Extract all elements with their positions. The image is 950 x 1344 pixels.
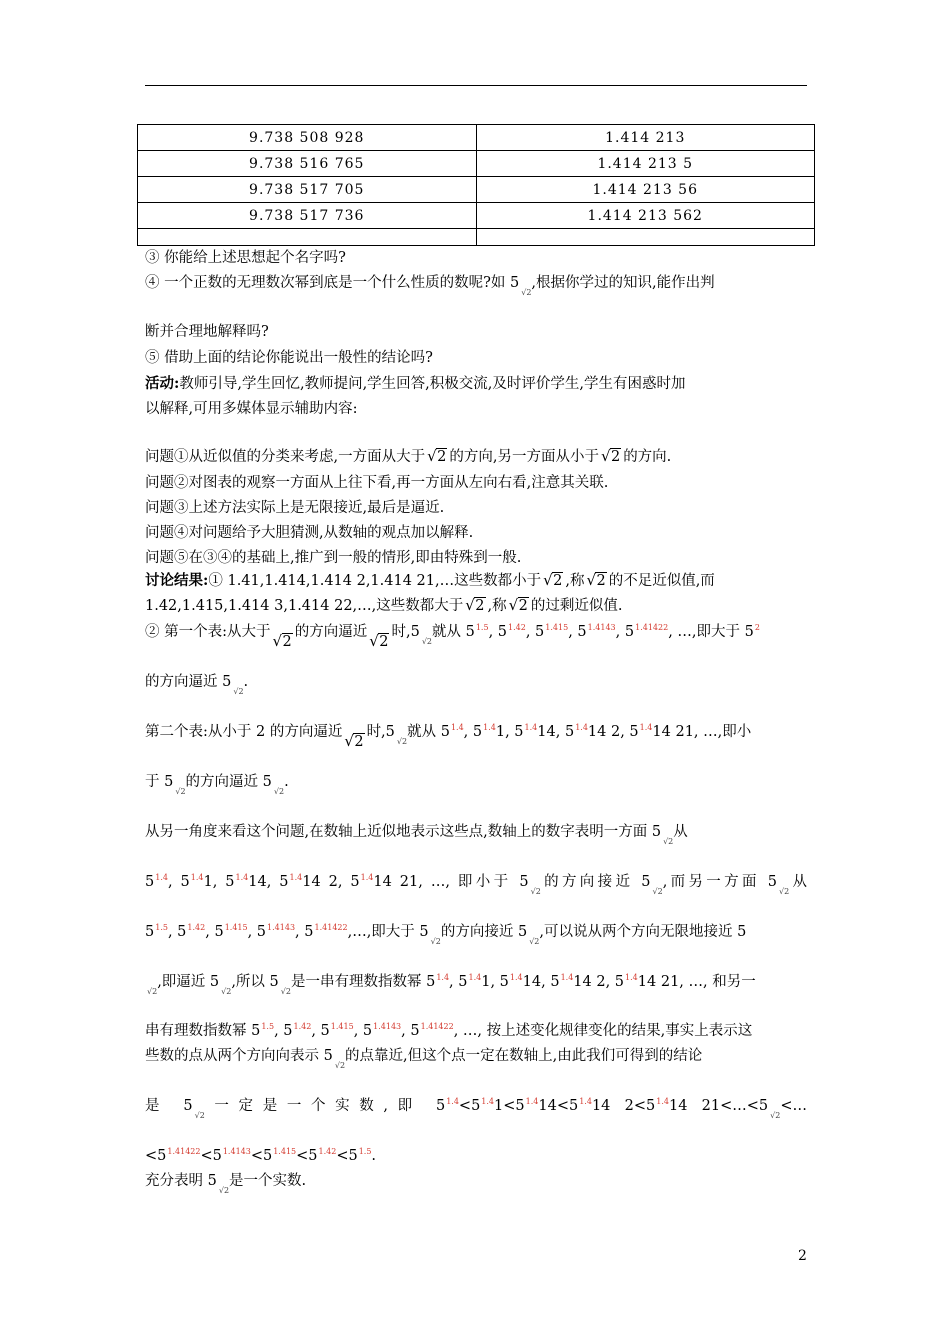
table-cell: 1.414 213 [476, 125, 815, 151]
activity-label: 活动: [145, 375, 180, 392]
table-cell: 1.414 213 56 [476, 177, 815, 203]
table-row [138, 229, 815, 246]
activity: 活动:教师引导,学生回忆,教师提问,学生回答,积极交流,及时评价学生,学生有困惑时加 [145, 375, 686, 392]
result-1: 讨论结果:① 1.41,1.414,1.414 2,1.414 21,…这些数都小于√ 2 ,称√ 2 的不足近似值,而 [145, 571, 715, 591]
sqrt-symbol: √ 2 [427, 447, 447, 467]
problem-2: 问题②对图表的观察一方面从上往下看,再一方面从左向右看,注意其关联. [145, 475, 609, 491]
sqrt-symbol: √ 2 [543, 571, 563, 591]
table-cell: 9.738 516 765 [138, 151, 477, 177]
page-number: 2 [798, 1248, 807, 1264]
table-cell: 9.738 517 705 [138, 177, 477, 203]
result-label: 讨论结果: [145, 572, 209, 589]
sqrt-symbol: √ 2 [586, 571, 606, 591]
table-row [138, 125, 815, 151]
question-4-cont: 断并合理地解释吗? [145, 324, 269, 340]
table2-analysis: 第二个表:从小于 2 的方向逼近√ 2时$,5_{√2}$就从 $5^{1.4}$, $5^{1.4}1$, $5^{1.4}14$, $5^{1.4}14$ 2, $5^{1.4}14$ 21, …,即小 [145, 722, 751, 752]
table2-analysis-cont: 于 $5_{√2}$的方向逼近 $5_{√2}$. [145, 774, 289, 796]
sqrt-symbol: √ 2 [465, 596, 485, 616]
sqrt-symbol: √ 2 [601, 447, 621, 467]
sqrt-symbol: √ 2 [509, 596, 529, 616]
result-2: 1.42,1.415,1.414 3,1.414 22,…,这些数都大于√ 2 ,称√ 2 的过剩近似值. [145, 596, 622, 616]
question-3: ③ 你能给上述思想起个名字吗? [145, 250, 346, 266]
activity-cont: 以解释,可用多媒体显示辅助内容: [145, 401, 358, 417]
header-rule [145, 85, 807, 86]
another-angle-3: $5^{1.5}$, $5^{1.42}$, $5^{1.415}$, $5^{1.4143}$, $5^{1.41422},\dots$,即大于 $5_{√2}$的方向接近 $5_{√2}$,可以说从两个方向无限地接近 5 [145, 923, 747, 946]
question-5: ⑤ 借助上面的结论你能说出一般性的结论吗? [145, 350, 433, 366]
problem-4: 问题④对问题给予大胆猜测,从数轴的观点加以解释. [145, 525, 474, 541]
sqrt-symbol: √ 2 [344, 732, 364, 752]
problem-3: 问题③上述方法实际上是无限接近,最后是逼近. [145, 500, 445, 516]
another-angle-6: 些数的点从两个方向向表示 $5_{√2}$的点靠近,但这个点一定在数轴上,由此我们可得到的结论 [145, 1048, 703, 1070]
table-row [138, 151, 815, 177]
table-cell: 9.738 508 928 [138, 125, 477, 151]
approximation-table [137, 124, 815, 246]
another-angle-5: 串有理数指数幂 $5^{1.5}$, $5^{1.42}$, $5^{1.415}$, $5^{1.4143}$, $5^{1.41422}$, …, 按上述变化规律变化的结果,事实上表示这 [145, 1022, 753, 1039]
table1-analysis-cont: 的方向逼近 $5_{√2}$. [145, 674, 249, 696]
table-cell [138, 229, 477, 246]
inequality-chain: 是 $5_{√2}$一定是一个实数,即 $5^{1.4}<5^{1.4}1<5^{1.4}14<5^{1.4}14$ $2<5^{1.4}14$ $21<\dots<5_{√2}<\dots$ [145, 1097, 807, 1120]
sqrt-symbol: √ 2 [369, 632, 389, 652]
question-4: ④ 一个正数的无理数次幂到底是一个什么性质的数呢?如 $5_{√2}$,根据你学过的知识,能作出判 [145, 275, 715, 297]
conclusion: 充分表明 $5_{√2}$是一个实数. [145, 1173, 307, 1195]
another-angle-2: $5^{1.4}$, $5^{1.4}1$, $5^{1.4}14$, $5^{1.4}14$ 2, $5^{1.4}14$ 21, …, 即小于 $5_{√2}$的方向接近 $5_{√2}$,而另一方面 $5_{√2}$从 [145, 873, 808, 896]
table-row [138, 177, 815, 203]
another-angle-4: $_{√2}$,即逼近 $5_{√2}$,所以 $5_{√2}$是一串有理数指数幂 $5^{1.4}$, $5^{1.4}1$, $5^{1.4}14$, $5^{1.4}14$ 2, $5^{1.4}14$ 21, …, 和另一 [147, 973, 756, 996]
table1-analysis: ② 第一个表:从大于√ 2的方向逼近√ 2时$,5_{√2}$就从 $5^{1.5}$, $5^{1.42}$, $5^{1.415}$, $5^{1.4143}$, $5^{1.41422}$, …,即大于 $5^2$ [145, 622, 760, 652]
sqrt-symbol: √ 2 [273, 632, 293, 652]
table-row [138, 203, 815, 229]
another-angle-1: 从另一角度来看这个问题,在数轴上近似地表示这些点,数轴上的数字表明一方面 $5_{√2}$从 [145, 824, 688, 846]
problem-1: 问题①从近似值的分类来考虑,一方面从大于√ 2 的方向,另一方面从小于√ 2 的方向. [145, 447, 671, 467]
inequality-chain-cont: $<5^{1.41422}<5^{1.4143}<5^{1.415}<5^{1.42}<5^{1.5}$. [145, 1147, 377, 1164]
table-cell: 1.414 213 5 [476, 151, 815, 177]
table-cell: 9.738 517 736 [138, 203, 477, 229]
table-cell [476, 229, 815, 246]
problem-5: 问题⑤在③④的基础上,推广到一般的情形,即由特殊到一般. [145, 550, 522, 566]
table-cell: 1.414 213 562 [476, 203, 815, 229]
